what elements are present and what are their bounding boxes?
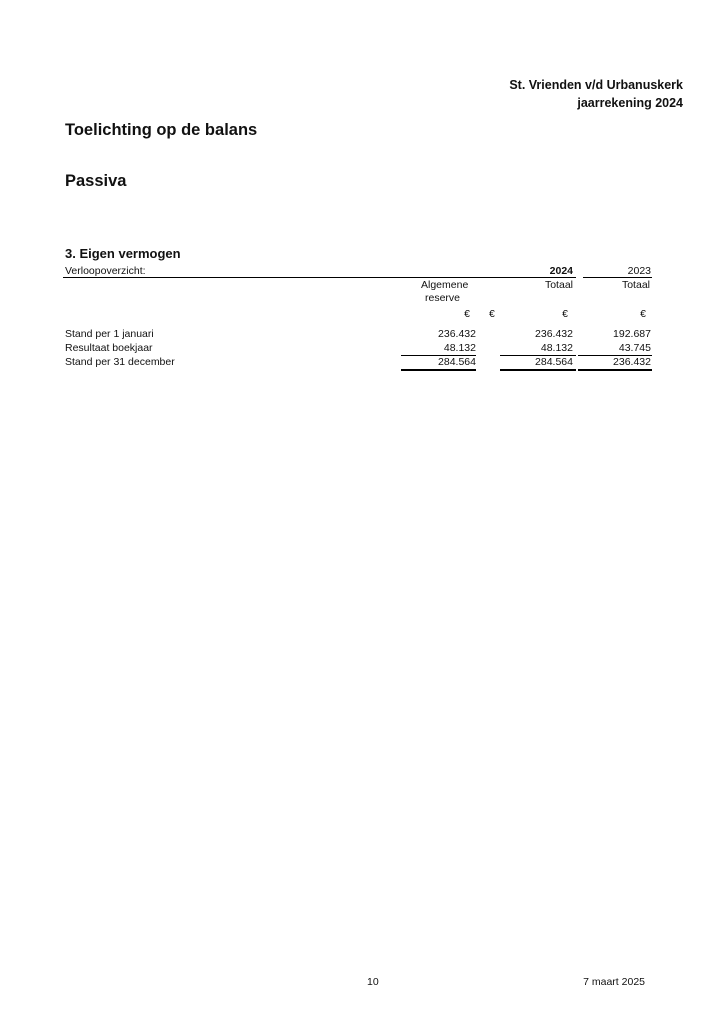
currency-2023: € [640,308,646,320]
page-title: Toelichting op de balans [65,121,258,139]
note-title: 3. Eigen vermogen [65,246,181,261]
table-cell-reserve: 48.132 [443,342,476,354]
table-cell-total-2023: 43.745 [618,342,651,354]
header-rule-right [583,277,652,278]
table-row-label: Stand per 1 januari [65,328,154,340]
column-year-current: 2024 [549,265,573,277]
table-cell-total-2023: 192.687 [613,328,651,340]
total-rule-2023 [578,369,652,371]
column-total-2024: Totaal [544,279,573,291]
footer-date: 7 maart 2025 [583,976,645,988]
table-cell-total-2024: 284.564 [535,356,573,368]
table-cell-reserve: 236.432 [438,328,476,340]
column-reserve-label-2: reserve [425,292,461,304]
currency-reserve: € [464,308,470,320]
total-rule-reserve [401,369,476,371]
table-row-label: Stand per 31 december [65,356,175,368]
table-row-label: Resultaat boekjaar [65,342,153,354]
column-total-2023: Totaal [621,279,650,291]
currency-blank: € [489,308,495,320]
table-cell-total-2023: 236.432 [613,356,651,368]
header-rule-left [63,277,576,278]
organization-name: St. Vrienden v/d Urbanuskerk [509,78,683,92]
table-cell-reserve: 284.564 [438,356,476,368]
report-title: jaarrekening 2024 [577,96,683,110]
page-number: 10 [367,976,379,988]
note-subtitle: Verloopoverzicht: [65,265,146,277]
section-title: Passiva [65,172,127,190]
currency-2024: € [562,308,568,320]
table-cell-total-2024: 48.132 [540,342,573,354]
column-year-prior: 2023 [627,265,651,277]
table-cell-total-2024: 236.432 [535,328,573,340]
total-rule-2024 [500,369,576,371]
column-reserve-label: Algemene [421,279,469,291]
